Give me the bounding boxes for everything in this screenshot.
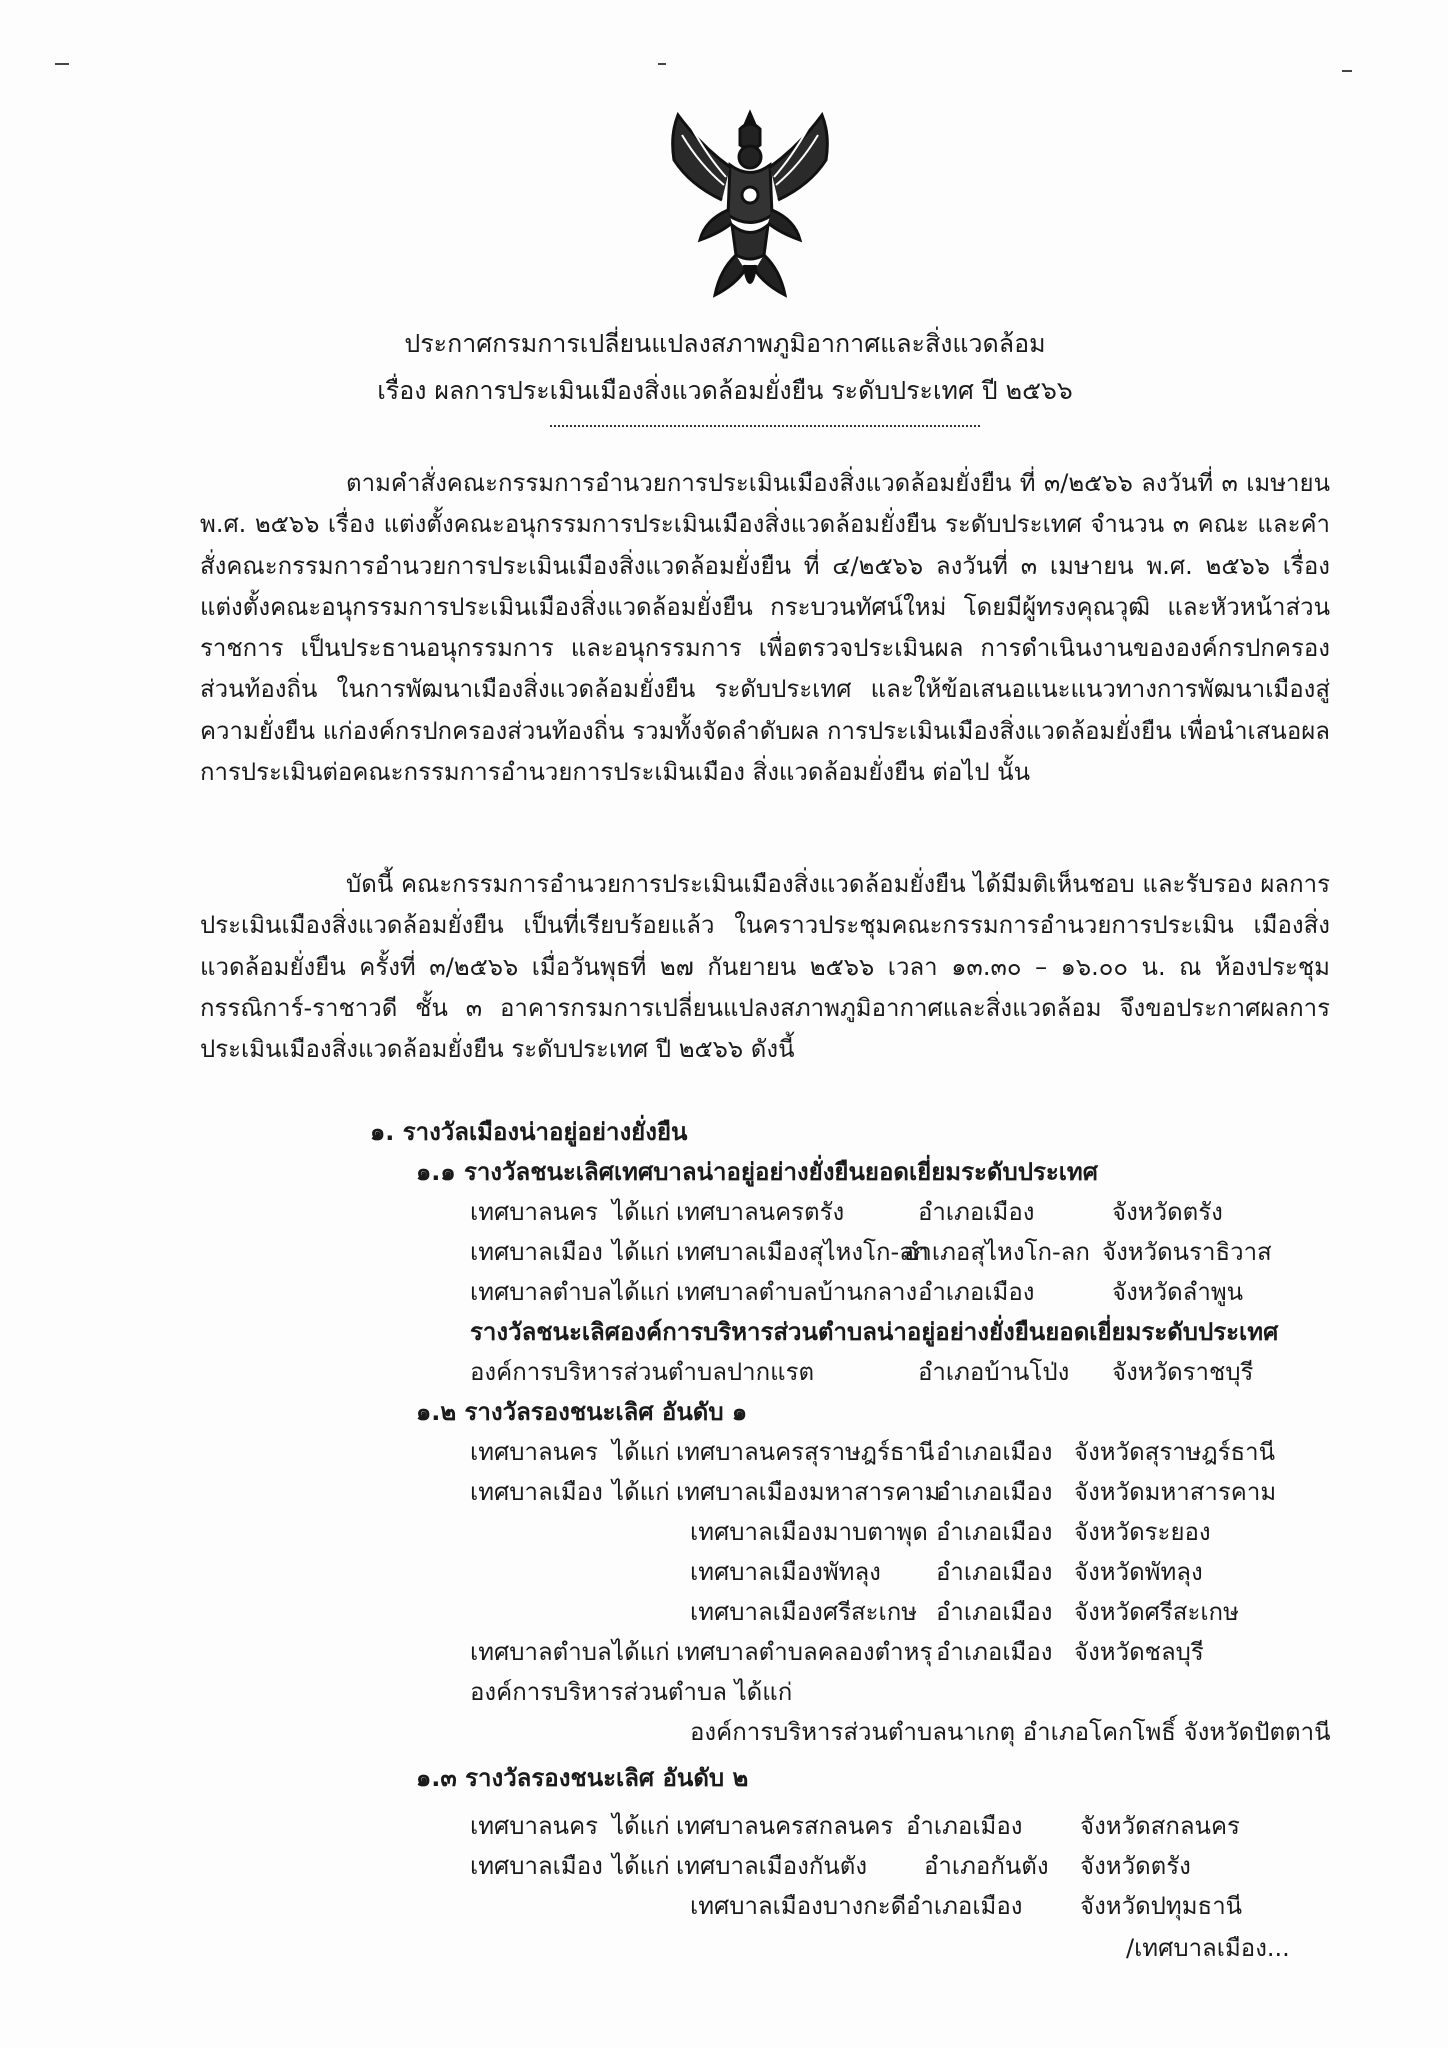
cell-name: เทศบาลนครตรัง (676, 1198, 845, 1226)
cell-name: เทศบาลเมืองศรีสะเกษ (690, 1598, 918, 1626)
cell-province: จังหวัดชลบุรี (1074, 1638, 1204, 1666)
cell-district: อำเภอบ้านโป่ง (918, 1358, 1070, 1386)
cell-province: จังหวัดพัทลุง (1074, 1558, 1203, 1586)
cell-district: อำเภอเมือง (918, 1278, 1035, 1306)
cell-province: จังหวัดระยอง (1074, 1518, 1211, 1546)
cell-type: เทศบาลนคร (470, 1198, 599, 1226)
cell-got: ได้แก่ (612, 1438, 670, 1466)
section-1-1-heading: ๑.๑ รางวัลชนะเลิศเทศบาลน่าอยู่อย่างยั่งยืนยอดเยี่ยมระดับประเทศ (416, 1158, 1098, 1186)
cell-name: เทศบาลเมืองมหาสารคาม (676, 1478, 941, 1506)
cell-name: เทศบาลนครสุราษฎร์ธานี (676, 1438, 935, 1466)
cell-type: เทศบาลนคร (470, 1812, 599, 1840)
notice-title: ประกาศกรมการเปลี่ยนแปลงสภาพภูมิอากาศและสิ่งแวดล้อม (404, 329, 1046, 358)
cell-got: ได้แก่ (612, 1478, 670, 1506)
cell-got: ได้แก่ (612, 1198, 670, 1226)
continued-marker: /เทศบาลเมือง... (1126, 1934, 1290, 1962)
cell-district: อำเภอเมือง (936, 1598, 1053, 1626)
notice-subject: เรื่อง ผลการประเมินเมืองสิ่งแวดล้อมยั่งยืน ระดับประเทศ ปี ๒๕๖๖ (377, 376, 1073, 405)
paragraph-1: ตามคำสั่งคณะกรรมการอำนวยการประเมินเมืองสิ่งแวดล้อมยั่งยืน ที่ ๓/๒๕๖๖ ลงวันที่ ๓ เมษายน พ.ศ. ๒๕๖๖ เรื่อง แต่งตั้งคณะอนุกรรมการประเมินเมืองสิ่งแวดล้อมยั่งยืน ระดับประเทศ จำนวน ๓ คณะ และคำสั่งคณะกรรมการอำนวยการประเมินเมืองสิ่งแวดล้อมยั่งยืน ที่ ๔/๒๕๖๖ ลงวันที่ ๓ เมษายน พ.ศ. ๒๕๖๖ เรื่อง แต่งตั้งคณะอนุกรรมการประเมินเมืองสิ่งแวดล้อมยั่งยืน กระบวนทัศน์ใหม่ โดยมีผู้ทรงคุณวุฒิ และหัวหน้าส่วนราชการ เป็นประธานอนุกรรมการ และอนุกรรมการ เพื่อตรวจประเมินผล การดำเนินงานขององค์กรปกครองส่วนท้องถิ่น ในการพัฒนาเมืองสิ่งแวดล้อมยั่งยืน ระดับประเทศ และให้ข้อเสนอแนะแนวทางการพัฒนาเมืองสู่ความยั่งยืน แก่องค์กรปกครองส่วนท้องถิ่น รวมทั้งจัดลำดับผล การประเมินเมืองสิ่งแวดล้อมยั่งยืน เพื่อนำเสนอผลการประเมินต่อคณะกรรมการอำนวยการประเมินเมือง สิ่งแวดล้อมยั่งยืน ต่อไป นั้น (200, 469, 1330, 787)
garuda-emblem (660, 105, 840, 305)
cell-district: อำเภอเมือง (936, 1478, 1053, 1506)
cell-province: จังหวัดสกลนคร (1080, 1812, 1240, 1840)
cell-province: จังหวัดลำพูน (1112, 1278, 1244, 1306)
cell-got: ได้แก่ (612, 1812, 670, 1840)
cell-district: อำเภอเมือง (906, 1892, 1023, 1920)
cell-province: จังหวัดนราธิวาส (1102, 1238, 1272, 1266)
cell-type: เทศบาลเมือง (470, 1478, 603, 1506)
cell-district: อำเภอกันตัง (924, 1852, 1049, 1880)
section-1-heading: ๑. รางวัลเมืองน่าอยู่อย่างยั่งยืน (370, 1118, 688, 1146)
cell-name: เทศบาลเมืองกันตัง (676, 1852, 868, 1880)
cell-got: ได้แก่ (612, 1238, 670, 1266)
cell-district: อำเภอเมือง (906, 1812, 1023, 1840)
cell-got: ได้แก่ (612, 1278, 670, 1306)
cell-got: ได้แก่ (612, 1852, 670, 1880)
cell-type: เทศบาลตำบล (470, 1278, 612, 1306)
cell-type: เทศบาลนคร (470, 1438, 599, 1466)
cell-district: อำเภอเมือง (936, 1638, 1053, 1666)
cell-district: อำเภอเมือง (918, 1198, 1035, 1226)
scan-speck (55, 63, 69, 65)
cell-province: จังหวัดปทุมธานี (1080, 1892, 1243, 1920)
cell-type: เทศบาลเมือง (470, 1238, 603, 1266)
cell-district: อำเภอเมือง (936, 1518, 1053, 1546)
cell-name: เทศบาลเมืองมาบตาพุด (690, 1518, 928, 1546)
cell-district: อำเภอเมือง (936, 1438, 1053, 1466)
cell-province: จังหวัดสุราษฎร์ธานี (1074, 1438, 1276, 1466)
obt-label: องค์การบริหารส่วนตำบล ได้แก่ (470, 1678, 793, 1706)
scan-speck (1342, 70, 1352, 72)
title-divider (550, 425, 980, 427)
cell-name: เทศบาลเมืองสุไหงโก-ลก (676, 1238, 929, 1266)
obt-award-heading: รางวัลชนะเลิศองค์การบริหารส่วนตำบลน่าอยู่อย่างยั่งยืนยอดเยี่ยมระดับประเทศ (470, 1318, 1279, 1346)
cell-province: จังหวัดตรัง (1080, 1852, 1191, 1880)
section-1-3-heading: ๑.๓ รางวัลรองชนะเลิศ อันดับ ๒ (416, 1764, 749, 1792)
paragraph-2: บัดนี้ คณะกรรมการอำนวยการประเมินเมืองสิ่งแวดล้อมยั่งยืน ได้มีมติเห็นชอบ และรับรอง ผลการประเมินเมืองสิ่งแวดล้อมยั่งยืน เป็นที่เรียบร้อยแล้ว ในคราวประชุมคณะกรรมการอำนวยการประเมิน เมืองสิ่งแวดล้อมยั่งยืน ครั้งที่ ๓/๒๕๖๖ เมื่อวันพุธที่ ๒๗ กันยายน ๒๕๖๖ เวลา ๑๓.๓๐ – ๑๖.๐๐ น. ณ ห้องประชุมกรรณิการ์-ราชาวดี ชั้น ๓ อาคารกรมการเปลี่ยนแปลงสภาพภูมิอากาศและสิ่งแวดล้อม จึงขอประกาศผลการประเมินเมืองสิ่งแวดล้อมยั่งยืน ระดับประเทศ ปี ๒๕๖๖ ดังนี้ (200, 870, 1330, 1064)
cell-province: จังหวัดมหาสารคาม (1074, 1478, 1277, 1506)
cell-province: จังหวัดราชบุรี (1112, 1358, 1254, 1386)
cell-name: เทศบาลตำบลบ้านกลาง (676, 1278, 918, 1306)
cell-type: เทศบาลเมือง (470, 1852, 603, 1880)
cell-district: อำเภอสุไหงโก-ลก (904, 1238, 1090, 1266)
cell-name: เทศบาลนครสกลนคร (676, 1812, 894, 1840)
cell-name: เทศบาลตำบลคลองตำหรุ (676, 1638, 933, 1666)
section-1-2-heading: ๑.๒ รางวัลรองชนะเลิศ อันดับ ๑ (416, 1398, 748, 1426)
cell-type: เทศบาลตำบล (470, 1638, 612, 1666)
obt-detail: องค์การบริหารส่วนตำบลนาเกตุ อำเภอโคกโพธิ์ จังหวัดปัตตานี (690, 1718, 1331, 1746)
cell-province: จังหวัดตรัง (1112, 1198, 1223, 1226)
scan-speck (658, 63, 666, 65)
cell-name: เทศบาลเมืองพัทลุง (690, 1558, 881, 1586)
cell-name: เทศบาลเมืองบางกะดี (690, 1892, 907, 1920)
cell-province: จังหวัดศรีสะเกษ (1074, 1598, 1239, 1626)
cell-name: องค์การบริหารส่วนตำบลปากแรต (470, 1358, 815, 1386)
cell-got: ได้แก่ (612, 1638, 670, 1666)
cell-district: อำเภอเมือง (936, 1558, 1053, 1586)
